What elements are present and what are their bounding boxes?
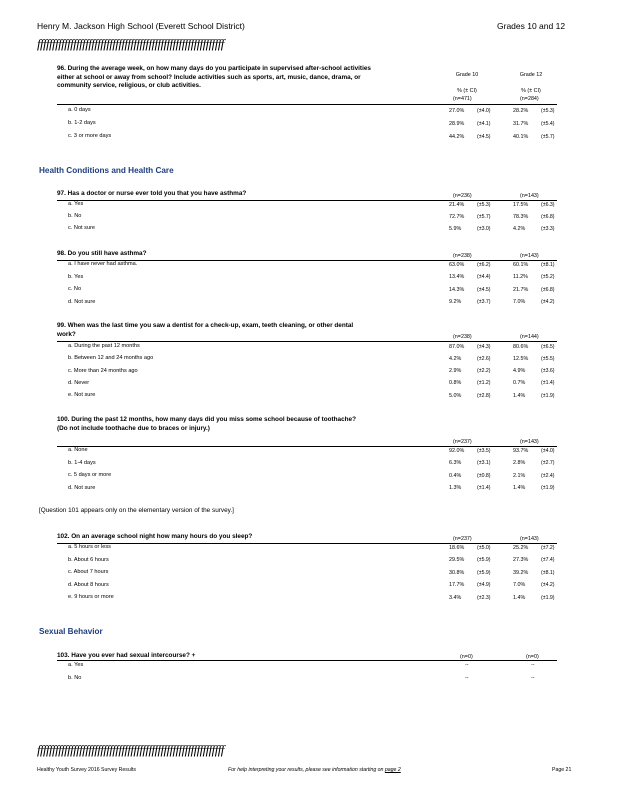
grade10-value: 2.9% (449, 368, 462, 375)
grade10-ci: (±2.8) (477, 392, 491, 399)
grade12-value: -- (531, 662, 535, 668)
question-103: 103. Have you ever had sexual intercourse? + (57, 652, 196, 659)
grade12-ci: (±2.4) (541, 472, 555, 479)
grade12-value: 31.7% (513, 120, 529, 127)
grade12-ci: (±2.7) (541, 460, 555, 466)
grade12-value: 2.8% (513, 460, 526, 466)
grade10-header: Grade 10 (455, 72, 479, 78)
grade10-value: -- (465, 662, 469, 668)
grade10-ci: (±3.0) (477, 225, 491, 232)
grade10-ci: (±5.3) (477, 201, 491, 208)
grade12-value: 0.7% (513, 380, 526, 387)
grade10-ci: (±6.2) (477, 261, 491, 268)
question-101-note: [Question 101 appears only on the elementary version of the survey.] (39, 507, 234, 514)
grade10-value: -- (465, 675, 469, 681)
grade10-value: 13.4% (449, 274, 465, 280)
grade12-ci: (±5.3) (541, 107, 555, 114)
grade10-ci: (±0.8) (477, 472, 491, 479)
grade12-value: 1.4% (513, 485, 526, 491)
option-label: b. 1-2 days (68, 120, 96, 126)
grade12-n: (n=284) (520, 96, 539, 102)
footer-help-text (228, 767, 401, 773)
grade10-value: 28.9% (449, 120, 465, 127)
grade12-ci: (±1.9) (541, 485, 555, 491)
question-97: 97. Has a doctor or nurse ever told you that you have asthma? (57, 190, 247, 197)
option-label: d. Not sure (68, 298, 96, 305)
option-label: a. 0 days (68, 107, 91, 113)
grade10-ci: (±4.5) (477, 286, 491, 293)
grade10-ci: (±2.2) (477, 368, 491, 375)
grade12-n: (n=143) (520, 536, 539, 542)
grade12-ci: (±3.3) (541, 225, 555, 232)
option-label: a. Yes (68, 662, 84, 668)
option-label: b. No (68, 213, 82, 219)
option-label: c. More than 24 months ago (68, 367, 138, 374)
option-label: c. About 7 hours (68, 569, 109, 576)
option-label: a. I have never had asthma. (68, 261, 138, 267)
question-99: 99. When was the last time you saw a dentist for a check-up, exam, teeth cleaning, or other dental work? (57, 322, 354, 338)
grade12-value: 11.2% (513, 274, 528, 280)
grades-label: Grades 10 and 12 (497, 21, 566, 31)
option-label: c. No (68, 286, 82, 292)
grade12-value: 7.0% (513, 582, 526, 589)
grade12-value: 78.3% (513, 213, 529, 220)
grade10-ci: (±2.3) (477, 594, 491, 601)
grade10-ci: (±4.3) (477, 343, 491, 350)
grade10-value: 17.7% (449, 582, 465, 589)
option-label: e. 9 hours or more (68, 594, 114, 601)
grade10-ci: (±5.9) (477, 569, 491, 576)
option-label: b. Between 12 and 24 months ago (68, 355, 154, 362)
grade10-ci: (±5.0) (477, 544, 491, 551)
option-label: a. 5 hours or less (68, 544, 111, 550)
rule-line (57, 341, 557, 342)
grade12-ci: (±6.8) (541, 286, 555, 293)
grade12-header: Grade 12 (519, 72, 543, 78)
grade12-ci: (±5.4) (541, 120, 555, 127)
grade10-value: 87.0% (449, 343, 465, 350)
grade10-value: 44.2% (449, 133, 465, 140)
grade10-value: 6.3% (449, 460, 462, 466)
grade10-ci: (±4.1) (477, 120, 491, 127)
grade12-value: 1.4% (513, 392, 526, 399)
section-sexual-behavior: Sexual Behavior (39, 627, 103, 636)
grade12-value: 12.5% (513, 355, 529, 362)
grade10-ci: (±4.5) (477, 133, 491, 140)
option-label: d. About 8 hours (68, 581, 109, 588)
grade12-ci: (±6.3) (541, 201, 555, 208)
grade12-n: (n=143) (520, 193, 539, 199)
grade12-ci: (±1.9) (541, 392, 555, 399)
option-label: b. 1-4 days (68, 459, 96, 466)
grade10-ci: (±4.0) (477, 107, 491, 114)
grade10-n: (n=238) (453, 253, 472, 259)
grade12-n: (n=143) (520, 439, 539, 445)
grade12-value: 28.2% (513, 107, 529, 114)
grade10-value: 92.0% (449, 447, 465, 454)
option-label: d. Never (68, 379, 90, 386)
grade10-ci: (±3.7) (477, 299, 491, 305)
grade10-value: 29.5% (449, 557, 465, 564)
grade12-value: 39.2% (513, 569, 529, 576)
grade10-ci: (±1.2) (477, 380, 491, 387)
grade12-ci: (±4.0) (541, 447, 555, 454)
grade10-value: 5.9% (449, 225, 462, 232)
grade10-value: 9.2% (449, 299, 462, 305)
grade10-value: 27.0% (449, 107, 465, 114)
option-label: c. Not sure (68, 225, 96, 231)
grade10-ci: (±4.4) (477, 274, 491, 280)
grade12-value: -- (531, 675, 535, 681)
grade10-ci: (±5.9) (477, 557, 491, 564)
grade10-ci: (±4.9) (477, 582, 491, 589)
grade10-ci: (±3.1) (477, 460, 491, 466)
school-name: Henry M. Jackson High School (Everett School District) (37, 21, 245, 31)
grade12-ci: (±8.1) (541, 569, 555, 576)
option-label: b. No (68, 675, 82, 681)
section-health-conditions: Health Conditions and Health Care (39, 166, 174, 175)
grade12-ci: (±8.1) (541, 261, 555, 268)
page-2-link[interactable]: page 2 (384, 767, 401, 773)
grade12-ci: (±7.2) (541, 544, 555, 551)
grade10-n: (n=237) (453, 536, 472, 542)
grade12-ci: (±5.5) (541, 355, 555, 362)
option-label: a. During the past 12 months (68, 343, 140, 349)
grade12-value: 7.0% (513, 299, 526, 305)
rule-line (57, 660, 557, 661)
question-100: 100. During the past 12 months, how many days did you miss some school because of toothache? (Do not include toothache due to braces or injury.) (57, 416, 357, 432)
grade12-value: 25.2% (513, 544, 529, 551)
grade10-value: 21.4% (449, 201, 465, 208)
grade12-ci: (±4.2) (541, 299, 555, 305)
grade10-n: (n=238) (453, 334, 472, 340)
grade12-value: 93.7% (513, 447, 529, 454)
grade12-ci: (±5.2) (541, 274, 555, 280)
grade12-ci: (±6.5) (541, 343, 555, 350)
grade12-value: 2.1% (513, 472, 526, 479)
grade12-ci: (±7.4) (541, 557, 555, 564)
grade10-ci: (±2.6) (477, 355, 491, 362)
option-label: c. 5 days or more (68, 472, 112, 478)
grade12-ci-header: % (± CI) (521, 88, 541, 94)
page-number: Page 21 (552, 767, 572, 773)
grade10-ci: (±1.4) (477, 485, 491, 491)
decorative-rule-bottom: ffffffffffffffffffffffffffffffffffffffffffffffffffffffffffffff (37, 742, 224, 757)
grade12-value: 4.9% (513, 368, 526, 375)
option-label: a. None (68, 447, 88, 453)
grade10-n: (n=236) (453, 193, 472, 199)
grade12-value: 40.1% (513, 133, 529, 140)
grade12-n: (n=0) (526, 654, 539, 660)
grade10-ci: (±5.7) (477, 213, 491, 220)
option-label: a. Yes (68, 201, 84, 207)
grade10-value: 4.2% (449, 355, 462, 362)
grade10-n: (n=471) (453, 96, 472, 102)
grade10-value: 0.8% (449, 380, 462, 387)
grade12-value: 4.2% (513, 225, 526, 232)
grade12-n: (n=144) (520, 334, 539, 340)
footer-survey-title: Healthy Youth Survey 2016 Survey Results (37, 767, 136, 773)
rule-line (57, 104, 557, 105)
grade10-value: 3.4% (449, 594, 462, 601)
grade12-value: 17.5% (513, 201, 529, 208)
grade12-value: 1.4% (513, 594, 526, 601)
grade12-ci: (±4.2) (541, 582, 555, 589)
grade10-ci-header: % (± CI) (457, 88, 477, 94)
grade12-ci: (±3.6) (541, 368, 555, 375)
grade10-ci: (±3.5) (477, 447, 491, 454)
grade12-ci: (±5.7) (541, 133, 555, 140)
grade10-value: 30.8% (449, 569, 465, 576)
footer-help-sentence: For help interpreting your results, please see information starting on (228, 767, 384, 773)
option-label: e. Not sure (68, 392, 96, 399)
grade12-n: (n=143) (520, 253, 539, 259)
grade10-n: (n=237) (453, 439, 472, 445)
decorative-rule-top: ffffffffffffffffffffffffffffffffffffffffffffffffffffffffffffff (37, 36, 224, 51)
option-label: b. Yes (68, 273, 84, 280)
grade12-ci: (±1.4) (541, 380, 555, 387)
grade10-value: 63.0% (449, 261, 465, 268)
grade10-value: 14.3% (449, 286, 465, 293)
grade12-ci: (±1.9) (541, 594, 555, 601)
grade12-value: 60.1% (513, 261, 529, 268)
grade12-value: 80.6% (513, 343, 529, 350)
question-98: 98. Do you still have asthma? (57, 250, 147, 257)
grade12-value: 27.3% (513, 557, 529, 564)
grade10-value: 72.7% (449, 213, 465, 220)
grade10-value: 0.4% (449, 472, 462, 479)
option-label: b. About 6 hours (68, 556, 109, 563)
option-label: d. Not sure (68, 484, 96, 491)
grade10-value: 18.6% (449, 544, 465, 551)
grade12-value: 21.7% (513, 286, 529, 293)
grade10-value: 5.0% (449, 392, 462, 399)
question-96: 96. During the average week, on how many days do you participate in supervised after-school activities either at school or away from school? Include activities such as sports, art, music, dance, drama, or community service, religious, or club activities. (57, 65, 371, 90)
grade10-value: 1.3% (449, 485, 462, 491)
grade12-ci: (±6.8) (541, 213, 555, 220)
option-label: c. 3 or more days (68, 133, 112, 139)
grade10-n: (n=0) (460, 654, 473, 660)
question-102: 102. On an average school night how many hours do you sleep? (57, 533, 253, 540)
